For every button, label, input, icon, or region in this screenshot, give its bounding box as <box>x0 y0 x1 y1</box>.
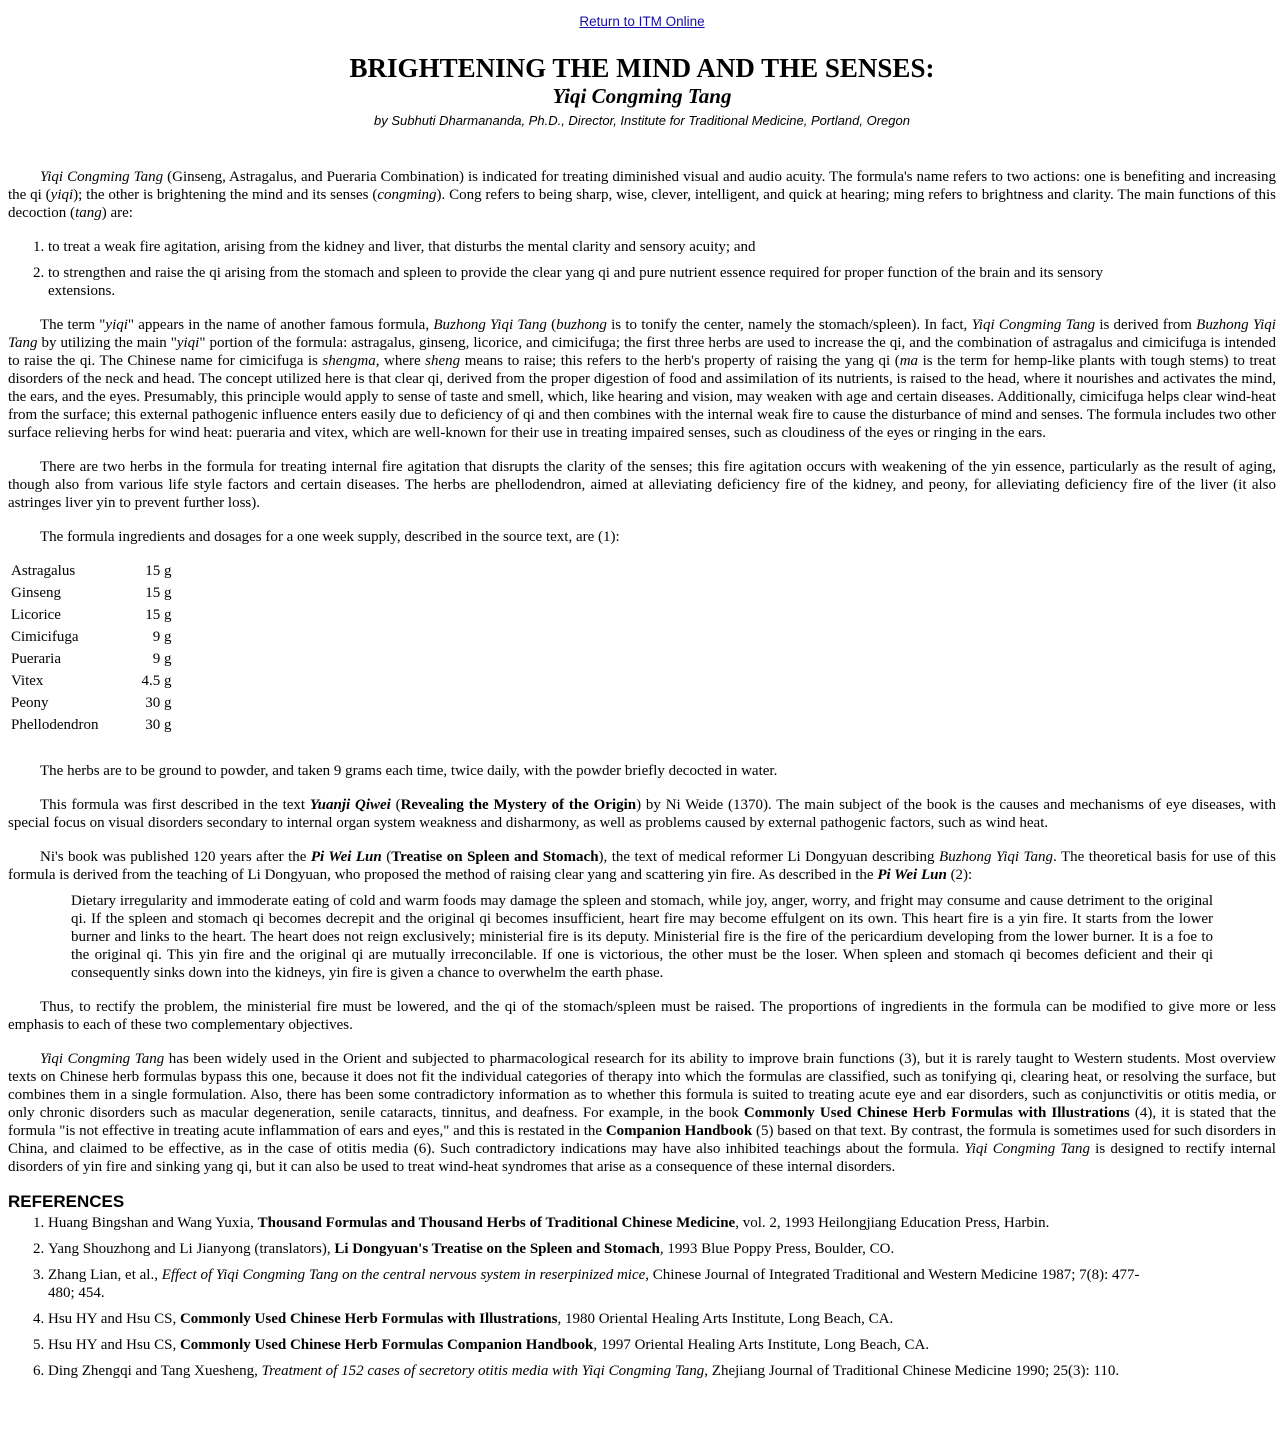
reference-item: 3. Zhang Lian, et al., Effect of Yiqi Congming Tang on the central nervous system in reserpinized mice, Chinese Journal of Integrated Traditional and Western Medicine 1987; 7(8): 477-480; 454. <box>48 1266 1276 1302</box>
ingredient-amount: 15 g <box>145 563 172 579</box>
ingredient-name: Peony <box>11 695 49 711</box>
yiqi-term-paragraph: The term "yiqi" appears in the name of another famous formula, Buzhong Yiqi Tang (buzhong is to tonify the center, namely the stomach/spleen). In fact, Yiqi Congming Tang is derived from Buzhong Yiqi Tang by utilizing the main "yiqi" portion of the formula: astragalus, ginseng, licorice, and cimicifuga; the first three herbs are used to increase the qi, and the combination of astragalus and cimicifuga is intended to raise the qi. The Chinese name for cimicifuga is shengma, where sheng means to raise; this refers to the herb's property of raising the yang qi (ma is the term for hemp-like plants with tough stems) to treat disorders of the neck and head. The concept utilized here is that clear qi, derived from the proper digestion of food and assimilation of its nutrients, is raised to the head, where it nourishes and activates the mind, the ears, and the eyes. Presumably, this principle would apply to sense of taste and smell, which, like hearing and vision, may weaken with age and certain diseases. Additionally, cimicifuga helps clear wind-heat from the surface; this external pathogenic influence enters easily due to deficiency of qi and then combines with the internal weak fire to cause the disturbance of mind and senses. The formula includes two other surface relieving herbs for wind heat: pueraria and vitex, which are well-known for their use in treating impaired senses, such as cloudiness of the eyes or ringing in the ears. <box>8 317 1277 441</box>
reference-item: 2. Yang Shouzhong and Li Jianyong (translators), Li Dongyuan's Treatise on the Spleen and Stomach, 1993 Blue Poppy Press, Boulder, CO. <box>48 1240 1276 1258</box>
table-row <box>8 604 175 626</box>
preparation-paragraph: The herbs are to be ground to powder, and taken 9 grams each time, twice daily, with the powder briefly decocted in water. <box>40 763 778 779</box>
ingredient-name: Pueraria <box>11 651 61 667</box>
return-to-itm-online-link[interactable]: Return to ITM Online <box>579 14 705 29</box>
table-row <box>8 582 175 604</box>
table-row <box>8 648 175 670</box>
reference-item: 5. Hsu HY and Hsu CS, Commonly Used Chinese Herb Formulas Companion Handbook, 1997 Oriental Healing Arts Institute, Long Beach, CA. <box>48 1336 1276 1354</box>
reference-item: 1. Huang Bingshan and Wang Yuxia, Thousand Formulas and Thousand Herbs of Traditional Chinese Medicine, vol. 2, 1993 Heilongjiang Education Press, Harbin. <box>48 1214 1276 1232</box>
fire-agitation-paragraph: There are two herbs in the formula for treating internal fire agitation that disrupts the clarity of the senses; this fire agitation occurs with weakening of the yin essence, particularly as the result of aging, though also from various life style factors and certain diseases. The herbs are phellodendron, aimed at alleviating deficiency fire of the kidney, and peony, for alleviating deficiency fire of the liver (it also astringes liver yin to prevent further loss). <box>8 459 1276 511</box>
list-item: 2. to strengthen and raise the qi arising from the stomach and spleen to provide the clear yang qi and pure nutrient essence required for proper function of the brain and its sensory extensions. <box>48 264 1276 300</box>
references-list <box>8 1214 1276 1380</box>
pi-wei-lun-paragraph: Ni's book was published 120 years after the Pi Wei Lun (Treatise on Spleen and Stomach), the text of medical reformer Li Dongyuan describing Buzhong Yiqi Tang. The theoretical basis for use of this formula is derived from the teaching of Li Dongyuan, who proposed the method of raising clear yang and scattering yin fire. As described in the Pi Wei Lun (2): <box>8 849 1276 883</box>
pi-wei-lun-quote: Dietary irregularity and immoderate eating of cold and warm foods may damage the spleen and stomach, while joy, anger, worry, and fright may consume and cause detriment to the original qi. If the spleen and stomach qi becomes decrepit and the original qi becomes insufficient, heart fire may become effulgent on its own. This heart fire is a yin fire. It starts from the lower burner and links to the heart. The heart does not reign exclusively; ministerial fire is its deputy. Ministerial fire is the fire of the pericardium developing from the lower burner. It is a foe to the original qi. This yin fire and the original qi are mutually irreconcilable. If one is victorious, the other must be the loser. When spleen and stomach qi becomes deficient and their qi consequently sinks down into the kidneys, yin fire is given a chance to overwhelm the earth phase. <box>71 893 1213 981</box>
ingredient-name: Ginseng <box>11 585 61 601</box>
ingredient-amount: 9 g <box>152 651 172 667</box>
table-row <box>8 560 175 582</box>
ingredient-amount: 4.5 g <box>141 673 172 689</box>
page-title: BRIGHTENING THE MIND AND THE SENSES: <box>349 53 935 83</box>
rectify-paragraph: Thus, to rectify the problem, the ministerial fire must be lowered, and the qi of the stomach/spleen must be raised. The proportions of ingredients in the formula can be modified to give more or less emphasis to each of these two complementary objectives. <box>8 999 1276 1033</box>
table-row <box>8 626 175 648</box>
reference-item: 4. Hsu HY and Hsu CS, Commonly Used Chinese Herb Formulas with Illustrations, 1980 Oriental Healing Arts Institute, Long Beach, CA. <box>48 1310 1276 1328</box>
ingredient-name: Licorice <box>11 607 61 623</box>
page-subtitle: Yiqi Congming Tang <box>552 84 732 108</box>
reference-item: 6. Ding Zhengqi and Tang Xuesheng, Treatment of 152 cases of secretory otitis media with Yiqi Congming Tang, Zhejiang Journal of Traditional Chinese Medicine 1990; 25(3): 110. <box>48 1362 1276 1380</box>
origin-paragraph: This formula was first described in the text Yuanji Qiwei (Revealing the Mystery of the Origin) by Ni Weide (1370). The main subject of the book is the causes and mechanisms of eye diseases, with special focus on visual disorders secondary to internal organ system weakness and disharmony, as well as problems caused by external pathogenic factors, such as wind heat. <box>8 797 1276 831</box>
ingredients-intro-paragraph: The formula ingredients and dosages for a one week supply, described in the source text, are (1): <box>40 529 620 545</box>
intro-paragraph: Yiqi Congming Tang (Ginseng, Astragalus, and Pueraria Combination) is indicated for treating diminished visual and audio acuity. The formula's name refers to two actions: one is benefiting and increasing the qi (yiqi); the other is brightening the mind and its senses (congming). Cong refers to being sharp, wise, clever, intelligent, and quick at hearing; ming refers to brightness and clarity. The main functions of this decoction (tang) are: <box>8 169 1277 221</box>
usage-paragraph: Yiqi Congming Tang has been widely used in the Orient and subjected to pharmacological research for its ability to improve brain functions (3), but it is rarely taught to Western students. Most overview texts on Chinese herb formulas bypass this one, because it does not fit the individual categories of therapy into which the formulas are classified, such as tonifying qi, clearing heat, or resolving the surface, but combines them in a single formulation. Also, there has been some contradictory information as to whether this formula is suited to treating acute eye and ear disorders, such as conjunctivitis or otitis media, or only chronic disorders such as macular degeneration, senile cataracts, tinnitus, and deafness. For example, in the book Commonly Used Chinese Herb Formulas with Illustrations (4), it is stated that the formula "is not effective in treating acute inflammation of ears and eyes," and this is restated in the Companion Handbook (5) based on that text. By contrast, the formula is sometimes used for such disorders in China, and claimed to be effective, as in the case of otitis media (6). Such contradictory indications may have also inhibited teachings about the formula. Yiqi Congming Tang is designed to rectify internal disorders of yin fire and sinking yang qi, but it can also be used to treat wind-heat syndromes that arise as a consequence of these internal disorders. <box>8 1051 1277 1175</box>
table-row <box>8 714 175 736</box>
ingredients-table <box>8 560 175 736</box>
ingredient-amount: 15 g <box>145 585 172 601</box>
table-row <box>8 670 175 692</box>
ingredient-amount: 30 g <box>145 695 172 711</box>
ingredient-name: Astragalus <box>11 563 76 579</box>
references-heading: REFERENCES <box>8 1192 125 1211</box>
ingredient-amount: 9 g <box>152 629 172 645</box>
ingredient-name: Phellodendron <box>11 717 99 733</box>
ingredient-amount: 30 g <box>145 717 172 733</box>
functions-list <box>8 238 1276 300</box>
return-link-container <box>8 14 1276 29</box>
ingredient-name: Cimicifuga <box>11 629 79 645</box>
ingredient-amount: 15 g <box>145 607 172 623</box>
ingredient-name: Vitex <box>11 673 44 689</box>
author-byline: by Subhuti Dharmananda, Ph.D., Director, Institute for Traditional Medicine, Portland, Oregon <box>374 113 910 128</box>
table-row <box>8 692 175 714</box>
list-item: 1. to treat a weak fire agitation, arising from the kidney and liver, that disturbs the mental clarity and sensory acuity; and <box>48 238 1276 256</box>
